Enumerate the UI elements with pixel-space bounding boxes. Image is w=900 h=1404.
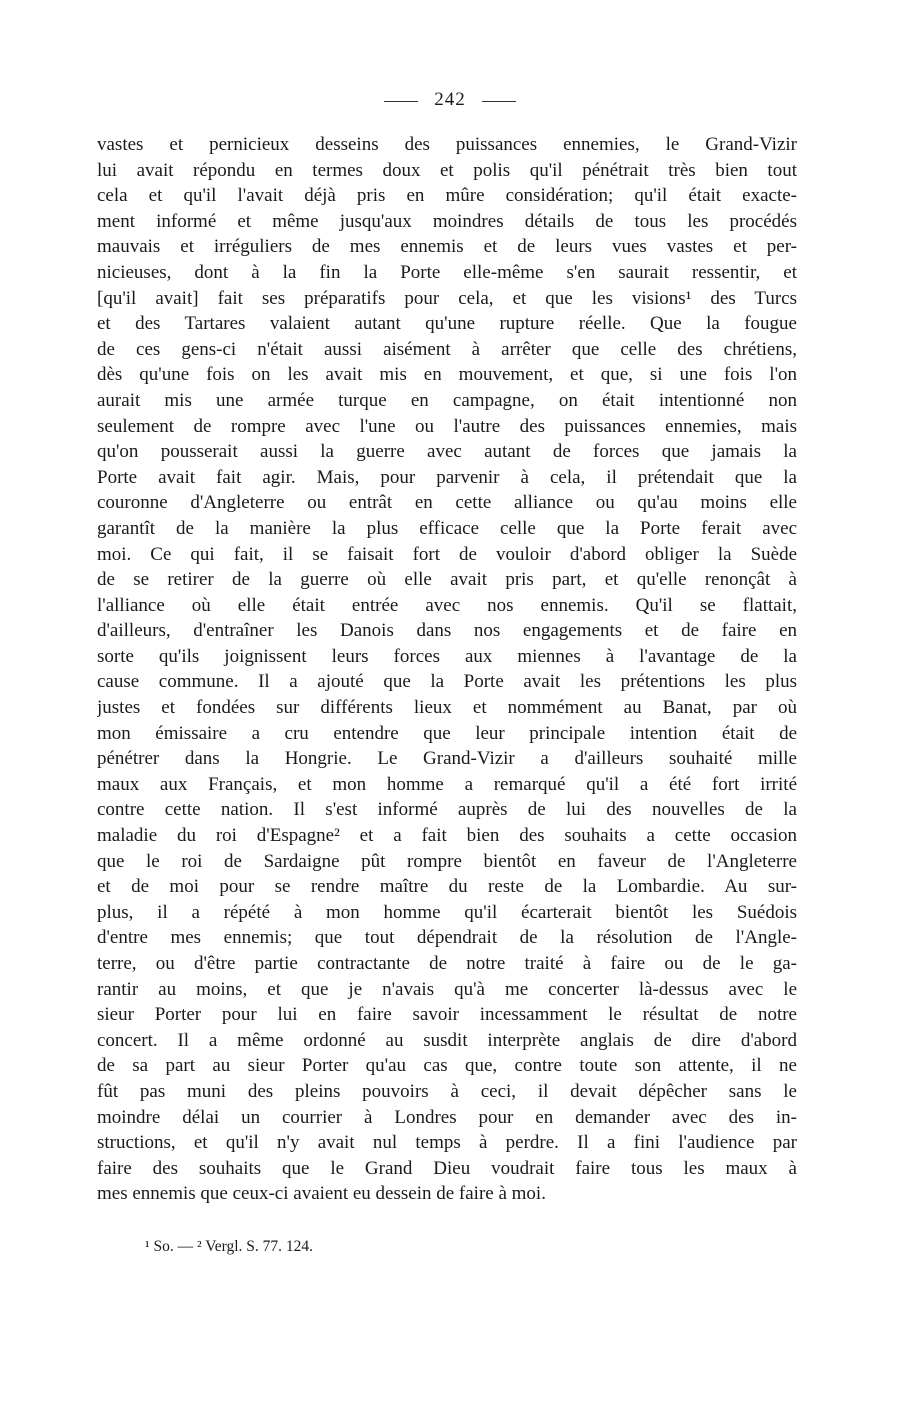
header-dash-left [384,101,418,102]
text-line: justes et fondées sur différents lieux et nommément au Banat, par où [97,697,797,719]
text-line: dès qu'une fois on les avait mis en mouvement, et que, si une fois l'on [97,364,797,386]
page-header [0,88,900,112]
text-line: sieur Porter pour lui en faire savoir incessamment le résultat de notre [97,1004,797,1026]
text-line: de ces gens-ci n'était aussi aisément à arrêter que celle des chrétiens, [97,338,797,360]
text-line: Porte avait fait agir. Mais, pour parvenir à cela, il prétendait que la [97,466,797,488]
text-line: que le roi de Sardaigne pût rompre bientôt en faveur de l'Angleterre [97,850,797,872]
text-line: et des Tartares valaient autant qu'une rupture réelle. Que la fougue [97,313,797,335]
footnotes: ¹ So. — ² Vergl. S. 77. 124. [145,1238,314,1255]
text-line: faire des souhaits que le Grand Dieu voudrait faire tous les maux à [97,1157,797,1179]
text-line: mon émissaire a cru entendre que leur principale intention était de [97,722,797,744]
text-line: aurait mis une armée turque en campagne, on était intentionné non [97,389,797,411]
text-line: et de moi pour se rendre maître du reste de la Lombardie. Au sur- [97,876,797,898]
text-line: de sa part au sieur Porter qu'au cas que, contre toute son attente, il ne [97,1055,797,1077]
text-line: structions, et qu'il n'y avait nul temps à perdre. Il a fini l'audience par [97,1132,797,1154]
text-line: maux aux Français, et mon homme a remarqué qu'il a été fort irrité [97,773,797,795]
text-line: cause commune. Il a ajouté que la Porte avait les prétentions les plus [97,671,797,693]
text-line: nicieuses, dont à la fin la Porte elle-même s'en saurait ressentir, et [97,261,797,283]
text-line: garantît de la manière la plus efficace celle que la Porte ferait avec [97,517,797,539]
text-line: rantir au moins, et que je n'avais qu'à me concerter là-dessus avec le [97,978,797,1000]
text-line: moindre délai un courrier à Londres pour en demander avec des in- [97,1106,797,1128]
text-line: l'alliance où elle était entrée avec nos ennemis. Qu'il se flattait, [97,594,797,616]
text-line: fût pas muni des pleins pouvoirs à ceci, il devait dépêcher sans le [97,1080,797,1102]
text-line: moi. Ce qui fait, il se faisait fort de vouloir d'abord obliger la Suède [97,543,797,565]
text-line: cela et qu'il l'avait déjà pris en mûre considération; qu'il était exacte- [97,185,797,207]
body-text [97,132,797,1207]
page-number: 242 [434,89,466,110]
text-line: [qu'il avait] fait ses préparatifs pour cela, et que les visions¹ des Turcs [97,287,797,309]
text-line: qu'on pousserait aussi la guerre avec autant de forces que jamais la [97,441,797,463]
text-line: maladie du roi d'Espagne² et a fait bien des souhaits a cette occasion [97,825,797,847]
text-line: contre cette nation. Il s'est informé auprès de lui des nouvelles de la [97,799,797,821]
text-line: plus, il a répété à mon homme qu'il écarterait bientôt les Suédois [97,901,797,923]
text-line: mes ennemis que ceux-ci avaient eu dessein de faire à moi. [97,1183,546,1205]
text-line: terre, ou d'être partie contractante de notre traité à faire ou de le ga- [97,953,797,974]
text-line: vastes et pernicieux desseins des puissances ennemies, le Grand-Vizir [97,134,797,155]
text-line: lui avait répondu en termes doux et polis qu'il pénétrait très bien tout [97,159,797,181]
text-line: d'ailleurs, d'entraîner les Danois dans nos engagements et de faire en [97,620,797,642]
text-line: pénétrer dans la Hongrie. Le Grand-Vizir a d'ailleurs souhaité mille [97,748,797,770]
text-line: mauvais et irréguliers de mes ennemis et de leurs vues vastes et per- [97,236,797,258]
text-line: sorte qu'ils joignissent leurs forces aux miennes à l'avantage de la [97,645,797,667]
text-line: d'entre mes ennemis; que tout dépendrait de la résolution de l'Angle- [97,927,797,949]
text-line: ment informé et même jusqu'aux moindres détails de tous les procédés [97,210,797,232]
text-line: seulement de rompre avec l'une ou l'autre des puissances ennemies, mais [97,415,797,437]
text-line: de se retirer de la guerre où elle avait pris part, et qu'elle renonçât à [97,569,797,591]
header-dash-right [482,101,516,102]
text-line: concert. Il a même ordonné au susdit interprète anglais de dire d'abord [97,1029,797,1051]
text-line: couronne d'Angleterre ou entrât en cette alliance ou qu'au moins elle [97,492,797,514]
